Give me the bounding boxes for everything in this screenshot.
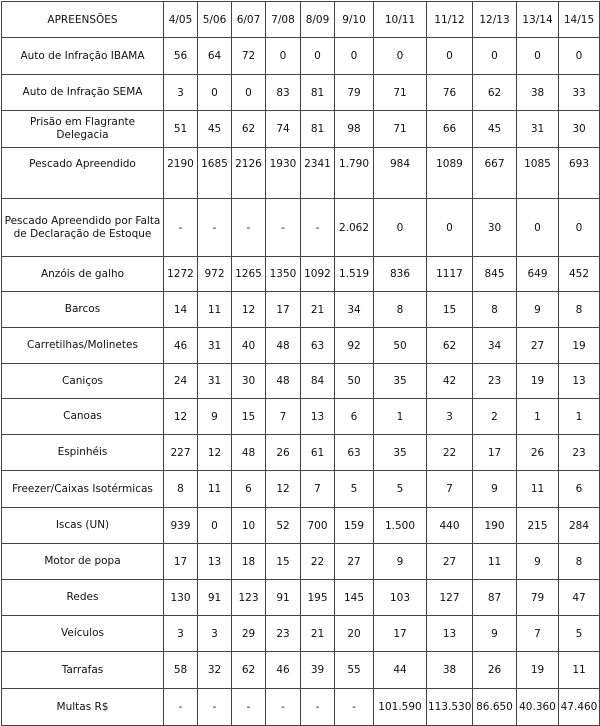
table-cell: 667 [473, 148, 517, 199]
table-cell: 2126 [232, 148, 266, 199]
table-cell: - [266, 199, 301, 257]
table-cell: 18 [232, 544, 266, 580]
table-cell: 3 [427, 399, 473, 435]
header-cell: 7/08 [266, 2, 301, 38]
table-cell: 42 [427, 364, 473, 399]
table-cell: 0 [559, 38, 600, 75]
row-label: Canoas [2, 399, 164, 435]
header-cell: 12/13 [473, 2, 517, 38]
table-cell: 92 [335, 328, 374, 364]
table-cell: 13 [427, 616, 473, 652]
table-cell: 1.790 [335, 148, 374, 199]
table-cell: 20 [335, 616, 374, 652]
table-cell: 19 [559, 328, 600, 364]
table-cell: 190 [473, 508, 517, 544]
table-cell: 15 [232, 399, 266, 435]
table-cell: 50 [374, 328, 427, 364]
table-cell: 24 [164, 364, 198, 399]
table-cell: 1350 [266, 257, 301, 292]
table-cell: 11 [473, 544, 517, 580]
table-cell: 56 [164, 38, 198, 75]
table-cell: 2.062 [335, 199, 374, 257]
table-cell: - [266, 689, 301, 726]
table-cell: 23 [473, 364, 517, 399]
table-cell: 62 [427, 328, 473, 364]
table-cell: 71 [374, 75, 427, 111]
header-cell: 4/05 [164, 2, 198, 38]
header-cell: 11/12 [427, 2, 473, 38]
table-cell: 9 [473, 471, 517, 508]
table-cell: 11 [559, 652, 600, 689]
row-label: Pescado Apreendido [2, 148, 164, 199]
table-cell: 0 [374, 199, 427, 257]
table-cell: 44 [374, 652, 427, 689]
table-cell: 101.590 [374, 689, 427, 726]
table-cell: 0 [559, 199, 600, 257]
table-row [2, 111, 600, 148]
table-cell: 0 [198, 75, 232, 111]
table-cell: 452 [559, 257, 600, 292]
table-cell: - [164, 199, 198, 257]
table-cell: 35 [374, 435, 427, 471]
header-cell: 13/14 [517, 2, 559, 38]
table-cell: 63 [301, 328, 335, 364]
table-cell: 27 [517, 328, 559, 364]
table-cell: 40.360 [517, 689, 559, 726]
table-row [2, 652, 600, 689]
table-cell: 48 [266, 364, 301, 399]
table-cell: 58 [164, 652, 198, 689]
table-cell: 113.530 [427, 689, 473, 726]
table-row [2, 544, 600, 580]
table-cell: 1272 [164, 257, 198, 292]
table-cell: - [164, 689, 198, 726]
table-cell: 26 [473, 652, 517, 689]
table-cell: 9 [473, 616, 517, 652]
table-cell: - [198, 199, 232, 257]
table-cell: 2 [473, 399, 517, 435]
row-label: Auto de Infração IBAMA [2, 38, 164, 75]
table-cell: 0 [517, 38, 559, 75]
table-cell: 30 [232, 364, 266, 399]
table-cell: 0 [232, 75, 266, 111]
table-cell: 13 [198, 544, 232, 580]
table-cell: 81 [301, 111, 335, 148]
table-cell: 79 [517, 580, 559, 616]
table-cell: 123 [232, 580, 266, 616]
table-cell: 48 [266, 328, 301, 364]
table-cell: 1.519 [335, 257, 374, 292]
table-cell: 5 [335, 471, 374, 508]
table-cell: 700 [301, 508, 335, 544]
table-cell: 145 [335, 580, 374, 616]
table-row [2, 148, 600, 199]
table-cell: 51 [164, 111, 198, 148]
row-label: Anzóis de galho [2, 257, 164, 292]
table-cell: 10 [232, 508, 266, 544]
table-cell: 1265 [232, 257, 266, 292]
table-cell: 227 [164, 435, 198, 471]
table-cell: 939 [164, 508, 198, 544]
table-cell: 1092 [301, 257, 335, 292]
table-cell: 71 [374, 111, 427, 148]
table-cell: 1 [374, 399, 427, 435]
table-cell: 14 [164, 292, 198, 328]
table-cell: 649 [517, 257, 559, 292]
table-row [2, 75, 600, 111]
table-cell: 29 [232, 616, 266, 652]
table-cell: 130 [164, 580, 198, 616]
table-cell: 62 [232, 111, 266, 148]
table-cell: 66 [427, 111, 473, 148]
table-cell: 984 [374, 148, 427, 199]
table-cell: 9 [374, 544, 427, 580]
header-cell: 9/10 [335, 2, 374, 38]
table-cell: 22 [427, 435, 473, 471]
row-label: Auto de Infração SEMA [2, 75, 164, 111]
table-cell: 17 [266, 292, 301, 328]
table-cell: 63 [335, 435, 374, 471]
table-cell: 15 [427, 292, 473, 328]
table-cell: 39 [301, 652, 335, 689]
table-cell: 83 [266, 75, 301, 111]
table-cell: - [335, 689, 374, 726]
table-cell: 836 [374, 257, 427, 292]
row-label: Carretilhas/Molinetes [2, 328, 164, 364]
table-cell: 45 [198, 111, 232, 148]
table-cell: 35 [374, 364, 427, 399]
table-cell: 31 [198, 364, 232, 399]
table-cell: - [301, 199, 335, 257]
table-cell: 62 [232, 652, 266, 689]
table-cell: 46 [164, 328, 198, 364]
row-label: Espinhéis [2, 435, 164, 471]
table-cell: 9 [517, 292, 559, 328]
table-cell: 46 [266, 652, 301, 689]
table-cell: - [232, 689, 266, 726]
table-row [2, 364, 600, 399]
table-cell: 40 [232, 328, 266, 364]
table-cell: 52 [266, 508, 301, 544]
table-row [2, 328, 600, 364]
table-row [2, 689, 600, 726]
row-label: Tarrafas [2, 652, 164, 689]
table-cell: 11 [198, 292, 232, 328]
table-cell: 1930 [266, 148, 301, 199]
table-cell: 0 [427, 199, 473, 257]
table-cell: 6 [559, 471, 600, 508]
table-cell: 0 [473, 38, 517, 75]
table-cell: 6 [335, 399, 374, 435]
table-cell: 81 [301, 75, 335, 111]
table-cell: 38 [517, 75, 559, 111]
table-cell: 55 [335, 652, 374, 689]
table-cell: 79 [335, 75, 374, 111]
row-label: Iscas (UN) [2, 508, 164, 544]
table-row [2, 471, 600, 508]
table-cell: 47.460 [559, 689, 600, 726]
table-cell: 0 [198, 508, 232, 544]
table-cell: 11 [517, 471, 559, 508]
table-cell: 2190 [164, 148, 198, 199]
table-cell: 33 [559, 75, 600, 111]
table-cell: 30 [473, 199, 517, 257]
table-cell: 12 [198, 435, 232, 471]
table-cell: 0 [266, 38, 301, 75]
table-cell: 45 [473, 111, 517, 148]
table-cell: 103 [374, 580, 427, 616]
row-label: Pescado Apreendido por Falta de Declaração de Estoque [2, 199, 164, 257]
table-cell: 0 [335, 38, 374, 75]
table-cell: 1 [517, 399, 559, 435]
table-cell: 12 [266, 471, 301, 508]
table-cell: 13 [559, 364, 600, 399]
table-cell: 8 [559, 292, 600, 328]
header-cell: 10/11 [374, 2, 427, 38]
table-row [2, 580, 600, 616]
table-cell: 26 [266, 435, 301, 471]
header-row [2, 2, 600, 38]
table-cell: 8 [164, 471, 198, 508]
table-cell: 21 [301, 616, 335, 652]
table-cell: 159 [335, 508, 374, 544]
table-cell: 8 [559, 544, 600, 580]
row-label: Veículos [2, 616, 164, 652]
table-row [2, 292, 600, 328]
table-row [2, 38, 600, 75]
row-label: Barcos [2, 292, 164, 328]
table-row [2, 399, 600, 435]
table-cell: 440 [427, 508, 473, 544]
table-cell: 12 [232, 292, 266, 328]
table-cell: 284 [559, 508, 600, 544]
header-cell: 14/15 [559, 2, 600, 38]
table-cell: 50 [335, 364, 374, 399]
table-cell: 19 [517, 364, 559, 399]
row-label: Motor de popa [2, 544, 164, 580]
table-cell: 26 [517, 435, 559, 471]
table-cell: 15 [266, 544, 301, 580]
table-row [2, 435, 600, 471]
header-cell: APREENSÕES [2, 2, 164, 38]
table-cell: 1117 [427, 257, 473, 292]
table-cell: 31 [198, 328, 232, 364]
table-cell: 1089 [427, 148, 473, 199]
table-cell: 195 [301, 580, 335, 616]
table-cell: 5 [374, 471, 427, 508]
table-cell: 22 [301, 544, 335, 580]
table-cell: 61 [301, 435, 335, 471]
table-cell: 7 [266, 399, 301, 435]
table-cell: 7 [517, 616, 559, 652]
table-cell: - [301, 689, 335, 726]
table-cell: 1085 [517, 148, 559, 199]
table-cell: 7 [301, 471, 335, 508]
table-cell: 8 [473, 292, 517, 328]
table-cell: 0 [374, 38, 427, 75]
table-cell: 1685 [198, 148, 232, 199]
table-cell: 127 [427, 580, 473, 616]
table-cell: 19 [517, 652, 559, 689]
table-cell: 72 [232, 38, 266, 75]
header-cell: 6/07 [232, 2, 266, 38]
table-cell: 86.650 [473, 689, 517, 726]
table-cell: 91 [266, 580, 301, 616]
table-cell: 27 [427, 544, 473, 580]
table-cell: 1.500 [374, 508, 427, 544]
table-cell: 12 [164, 399, 198, 435]
table-cell: 27 [335, 544, 374, 580]
table-cell: 845 [473, 257, 517, 292]
table-cell: 7 [427, 471, 473, 508]
table-cell: 34 [473, 328, 517, 364]
table-cell: 5 [559, 616, 600, 652]
header-cell: 5/06 [198, 2, 232, 38]
table-row [2, 257, 600, 292]
apreensoes-table [1, 1, 600, 726]
table-cell: 0 [427, 38, 473, 75]
table-cell: 17 [374, 616, 427, 652]
table-cell: 98 [335, 111, 374, 148]
table-cell: 31 [517, 111, 559, 148]
table-cell: 23 [559, 435, 600, 471]
table-row [2, 508, 600, 544]
row-label: Multas R$ [2, 689, 164, 726]
table-cell: 91 [198, 580, 232, 616]
row-label: Freezer/Caixas Isotérmicas [2, 471, 164, 508]
table-cell: 1 [559, 399, 600, 435]
row-label: Prisão em Flagrante Delegacia [2, 111, 164, 148]
table-cell: 972 [198, 257, 232, 292]
table-row [2, 616, 600, 652]
table-cell: - [198, 689, 232, 726]
row-label: Redes [2, 580, 164, 616]
table-row [2, 199, 600, 257]
table-cell: 215 [517, 508, 559, 544]
table-cell: 3 [164, 616, 198, 652]
table-cell: 74 [266, 111, 301, 148]
row-label: Caniços [2, 364, 164, 399]
table-cell: 9 [198, 399, 232, 435]
table-cell: 17 [164, 544, 198, 580]
table-cell: 13 [301, 399, 335, 435]
table-cell: - [232, 199, 266, 257]
table-cell: 23 [266, 616, 301, 652]
table-cell: 47 [559, 580, 600, 616]
table-cell: 17 [473, 435, 517, 471]
table-cell: 0 [301, 38, 335, 75]
table-cell: 11 [198, 471, 232, 508]
table-cell: 2341 [301, 148, 335, 199]
table-cell: 84 [301, 364, 335, 399]
table-cell: 0 [517, 199, 559, 257]
table-cell: 8 [374, 292, 427, 328]
table-cell: 62 [473, 75, 517, 111]
table-cell: 21 [301, 292, 335, 328]
table-cell: 3 [164, 75, 198, 111]
table-cell: 30 [559, 111, 600, 148]
table-cell: 38 [427, 652, 473, 689]
table-cell: 693 [559, 148, 600, 199]
header-cell: 8/09 [301, 2, 335, 38]
table-cell: 87 [473, 580, 517, 616]
table-cell: 48 [232, 435, 266, 471]
table-cell: 32 [198, 652, 232, 689]
table-cell: 6 [232, 471, 266, 508]
table-cell: 3 [198, 616, 232, 652]
table-cell: 34 [335, 292, 374, 328]
table-cell: 76 [427, 75, 473, 111]
table-cell: 64 [198, 38, 232, 75]
table-cell: 9 [517, 544, 559, 580]
